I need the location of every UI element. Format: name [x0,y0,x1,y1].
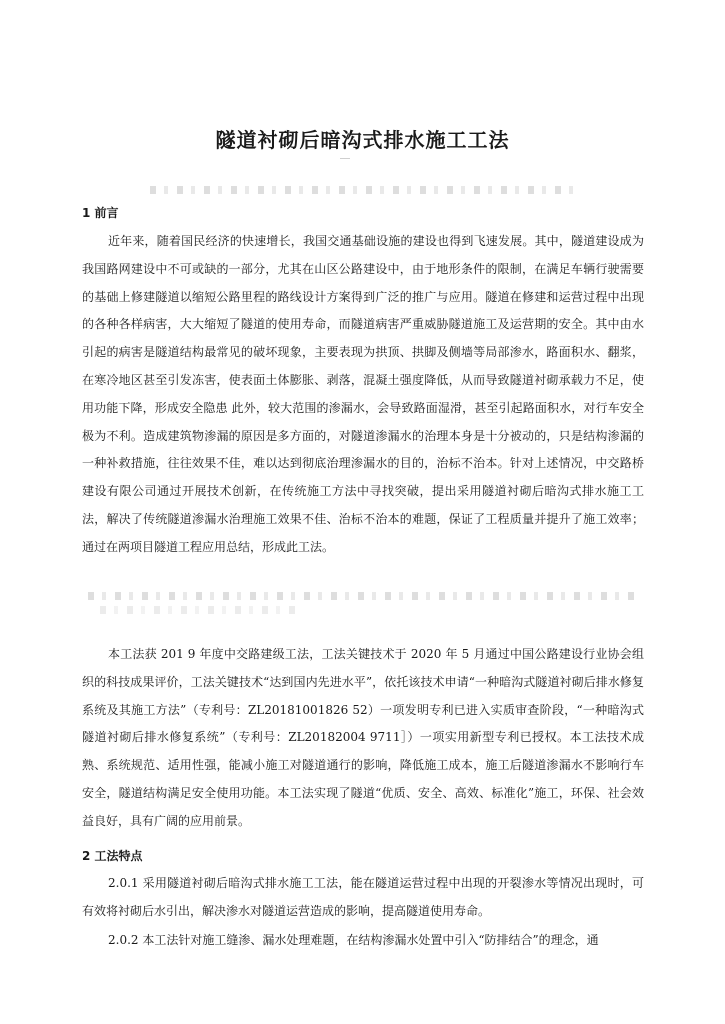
section-heading-features: 2 工法特点 [82,849,143,863]
title-separator [340,158,350,159]
feature-paragraph-1: 2.0.1 采用隧道衬砌后暗沟式排水施工工法，能在隧道运营过程中出现的开裂渗水等情况出现时，可有效将衬砌后水引出，解决渗水对隧道运营造成的影响，提高隧道使用寿命。 [82,876,644,918]
faded-scan-line [150,186,580,194]
faded-scan-line [88,592,638,600]
faded-scan-line [100,606,300,614]
preface-paragraph-2: 本工法获 201 9 年度中交路建级工法，工法关键技术于 2020 年 5 月通过中国公路建设行业协会组织的科技成果评价，工法关键技术“达到国内先进水平”，依托该技术申请“一种暗沟式隧道衬砌后排水修复系统及其施工方法”（专利号：ZL20181001826 52）一项发明专利已进入实质审查阶段，“一种暗沟式隧道衬砌后排水修复系统”（专利号：ZL20182004 9711］）一项实用新型专利已授权。本工法技术成熟、系统规范、适用性强，能减小施工对隧道通行的影响，降低施工成本，施工后隧道渗漏水不影响行车安全，隧道结构满足安全使用功能。本工法实现了隧道“优质、安全、高效、标准化”施工，环保、社会效益良好，具有广阔的应用前景。 [82,647,644,828]
section-heading-preface: 1 前言 [82,206,119,220]
feature-paragraph-2: 2.0.2 本工法针对施工缝渗、漏水处理难题，在结构渗漏水处置中引入“防排结合”的理念，通 [108,933,599,947]
preface-paragraph-1: 近年来，随着国民经济的快速增长，我国交通基础设施的建设也得到飞速发展。其中，隧道建设成为我国路网建设中不可或缺的一部分，尤其在山区公路建设中，由于地形条件的限制，在满足车辆行驶需要的基础上修建隧道以缩短公路里程的路线设计方案得到广泛的推广与应用。隧道在修建和运营过程中出现的各种各样病害，大大缩短了隧道的使用寿命，而隧道病害严重威胁隧道施工及运营期的安全。其中由水引起的病害是隧道结构最常见的破坏现象，主要表现为拱顶、拱脚及侧墙等局部渗水，路面积水、翻浆，在寒冷地区甚至引发冻害，使表面土体膨胀、剥落，混凝土强度降低，从而导致隧道衬砌承载力不足，使用功能下降，形成安全隐患 此外，较大范围的渗漏水，会导致路面湿滑，甚至引起路面积水，对行车安全极为不利。造成建筑物渗漏的原因是多方面的，对隧道渗漏水的治理本身是十分被动的，只是结构渗漏的一种补救措施，往往效果不佳，难以达到彻底治理渗漏水的目的，治标不治本。针对上述情况，中交路桥建设有限公司通过开展技术创新，在传统施工方法中寻找突破，提出采用隧道衬砌后暗沟式排水施工工法，解决了传统隧道渗漏水治理施工效果不佳、治标不治本的难题，保证了工程质量并提升了施工效率；通过在两项目隧道工程应用总结，形成此工法。 [82,234,644,554]
document-title: 隧道衬砌后暗沟式排水施工工法 [215,128,510,152]
